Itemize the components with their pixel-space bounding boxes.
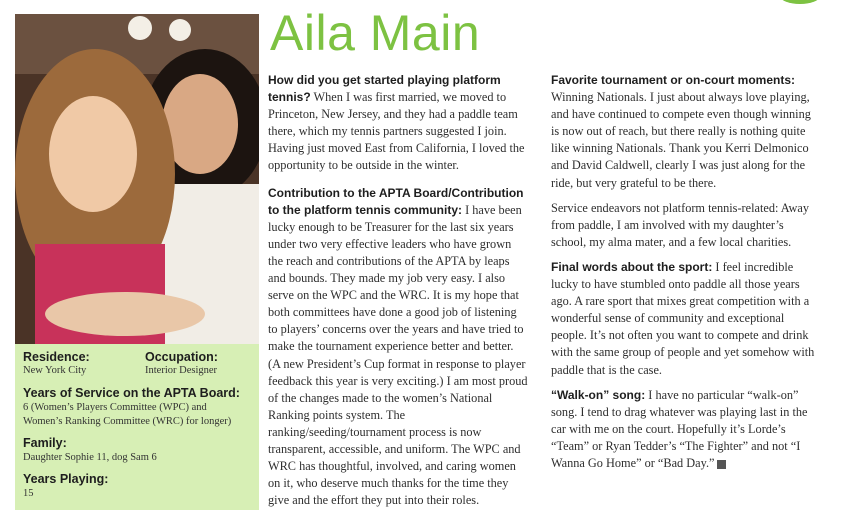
- page-title: Aila Main: [270, 5, 481, 61]
- profile-info-box: [15, 344, 259, 510]
- q2-paragraph: [268, 185, 528, 510]
- q1-paragraph: [268, 72, 528, 175]
- decorative-green-shape: [780, 0, 820, 4]
- residence-value: New York City: [23, 365, 87, 376]
- profile-photo: [15, 14, 259, 344]
- q4-paragraph: [551, 259, 816, 379]
- q5-answer: I have no particular “walk-on” song. I tend to drag whatever was playing last in the car with me on the court. Hopefully it’s Lorde’s “Team” or Ryan Tedder’s “The Fighter” and not “I Wanna Go Home” or “Bad Day.”: [551, 387, 808, 470]
- family-value: Daughter Sophie 11, dog Sam 6: [23, 452, 157, 463]
- occupation-value: Interior Designer: [145, 365, 218, 376]
- q1-heading: How did you get started playing platform tennis?: [268, 73, 501, 105]
- q3-heading-paragraph: [551, 72, 816, 89]
- end-mark-icon: [717, 460, 726, 469]
- q1-answer: When I was first married, we moved to Princeton, New Jersey, and they had a paddle team there, which my tennis partners suggested I join. Having just moved East from California, I loved the opportunity to be outside in the winter.: [268, 90, 525, 173]
- service-value-line2: Women’s Ranking Committee (WRC) for longer): [23, 416, 232, 427]
- q2-answer: I have been lucky enough to be Treasurer for the last six years under two very effective leaders who have grown the reach and contributions of the APTA by leaps and bounds. They made my job very easy. I also serve on the WPC and the WRC. It is my hope that both committees have done a good job of listening to players’ concerns over the years and have tried to make the tournament experience better and better. (A new President’s Cup format in response to player feedback this year is very exciting.) I am most proud of the changes made to the women’s National Ranking points system. The ranking/seeding/tournament process is now transparent, accessible, and uniform. The WPC and WRC has thoughtful, involved, and caring women on it, who deserve much thanks for the time they give and the effort they put into their roles.: [268, 202, 528, 508]
- q5-paragraph: [551, 387, 816, 472]
- photo-illustration: [15, 14, 259, 344]
- q4-answer: I feel incredible lucky to have stumbled onto paddle all those years ago. A rare sport that mixes great competition with a wonderful sense of community and exceptional people. It’s not often you want to compete and drink with the same group of people and yet somehow with paddle that is the case.: [551, 259, 815, 377]
- service-label: Years of Service on the APTA Board:: [23, 386, 240, 400]
- service-value-line1: 6 (Women’s Players Committee (WPC) and: [23, 402, 207, 413]
- q4-heading: Final words about the sport:: [551, 259, 713, 274]
- occupation-label: Occupation:: [145, 350, 218, 364]
- q2-heading: Contribution to the APTA Board/Contribution to the platform tennis community:: [268, 185, 524, 217]
- q3-heading: Favorite tournament or on-court moments:: [551, 73, 796, 87]
- service-endeavors-paragraph: Service endeavors not platform tennis-related: Away from paddle, I am involved with my daughter’s school, my alma mater, and a few local charities.: [551, 200, 810, 249]
- residence-label: Residence:: [23, 350, 90, 364]
- family-label: Family:: [23, 436, 67, 450]
- years-playing-value: 15: [23, 488, 34, 499]
- years-playing-label: Years Playing:: [23, 472, 109, 486]
- q5-heading: “Walk-on” song:: [551, 387, 646, 402]
- column-1: [268, 72, 528, 509]
- q3-answer: Winning Nationals. I just about always love playing, and have continued to compete even though winning is now out of reach, but there really is nothing quite like winning Nationals. Thank you Kerri Delmonico and David Caldwell, clearly I was just along for the ride, but very grateful to be there.: [551, 90, 811, 190]
- column-2: [551, 72, 816, 472]
